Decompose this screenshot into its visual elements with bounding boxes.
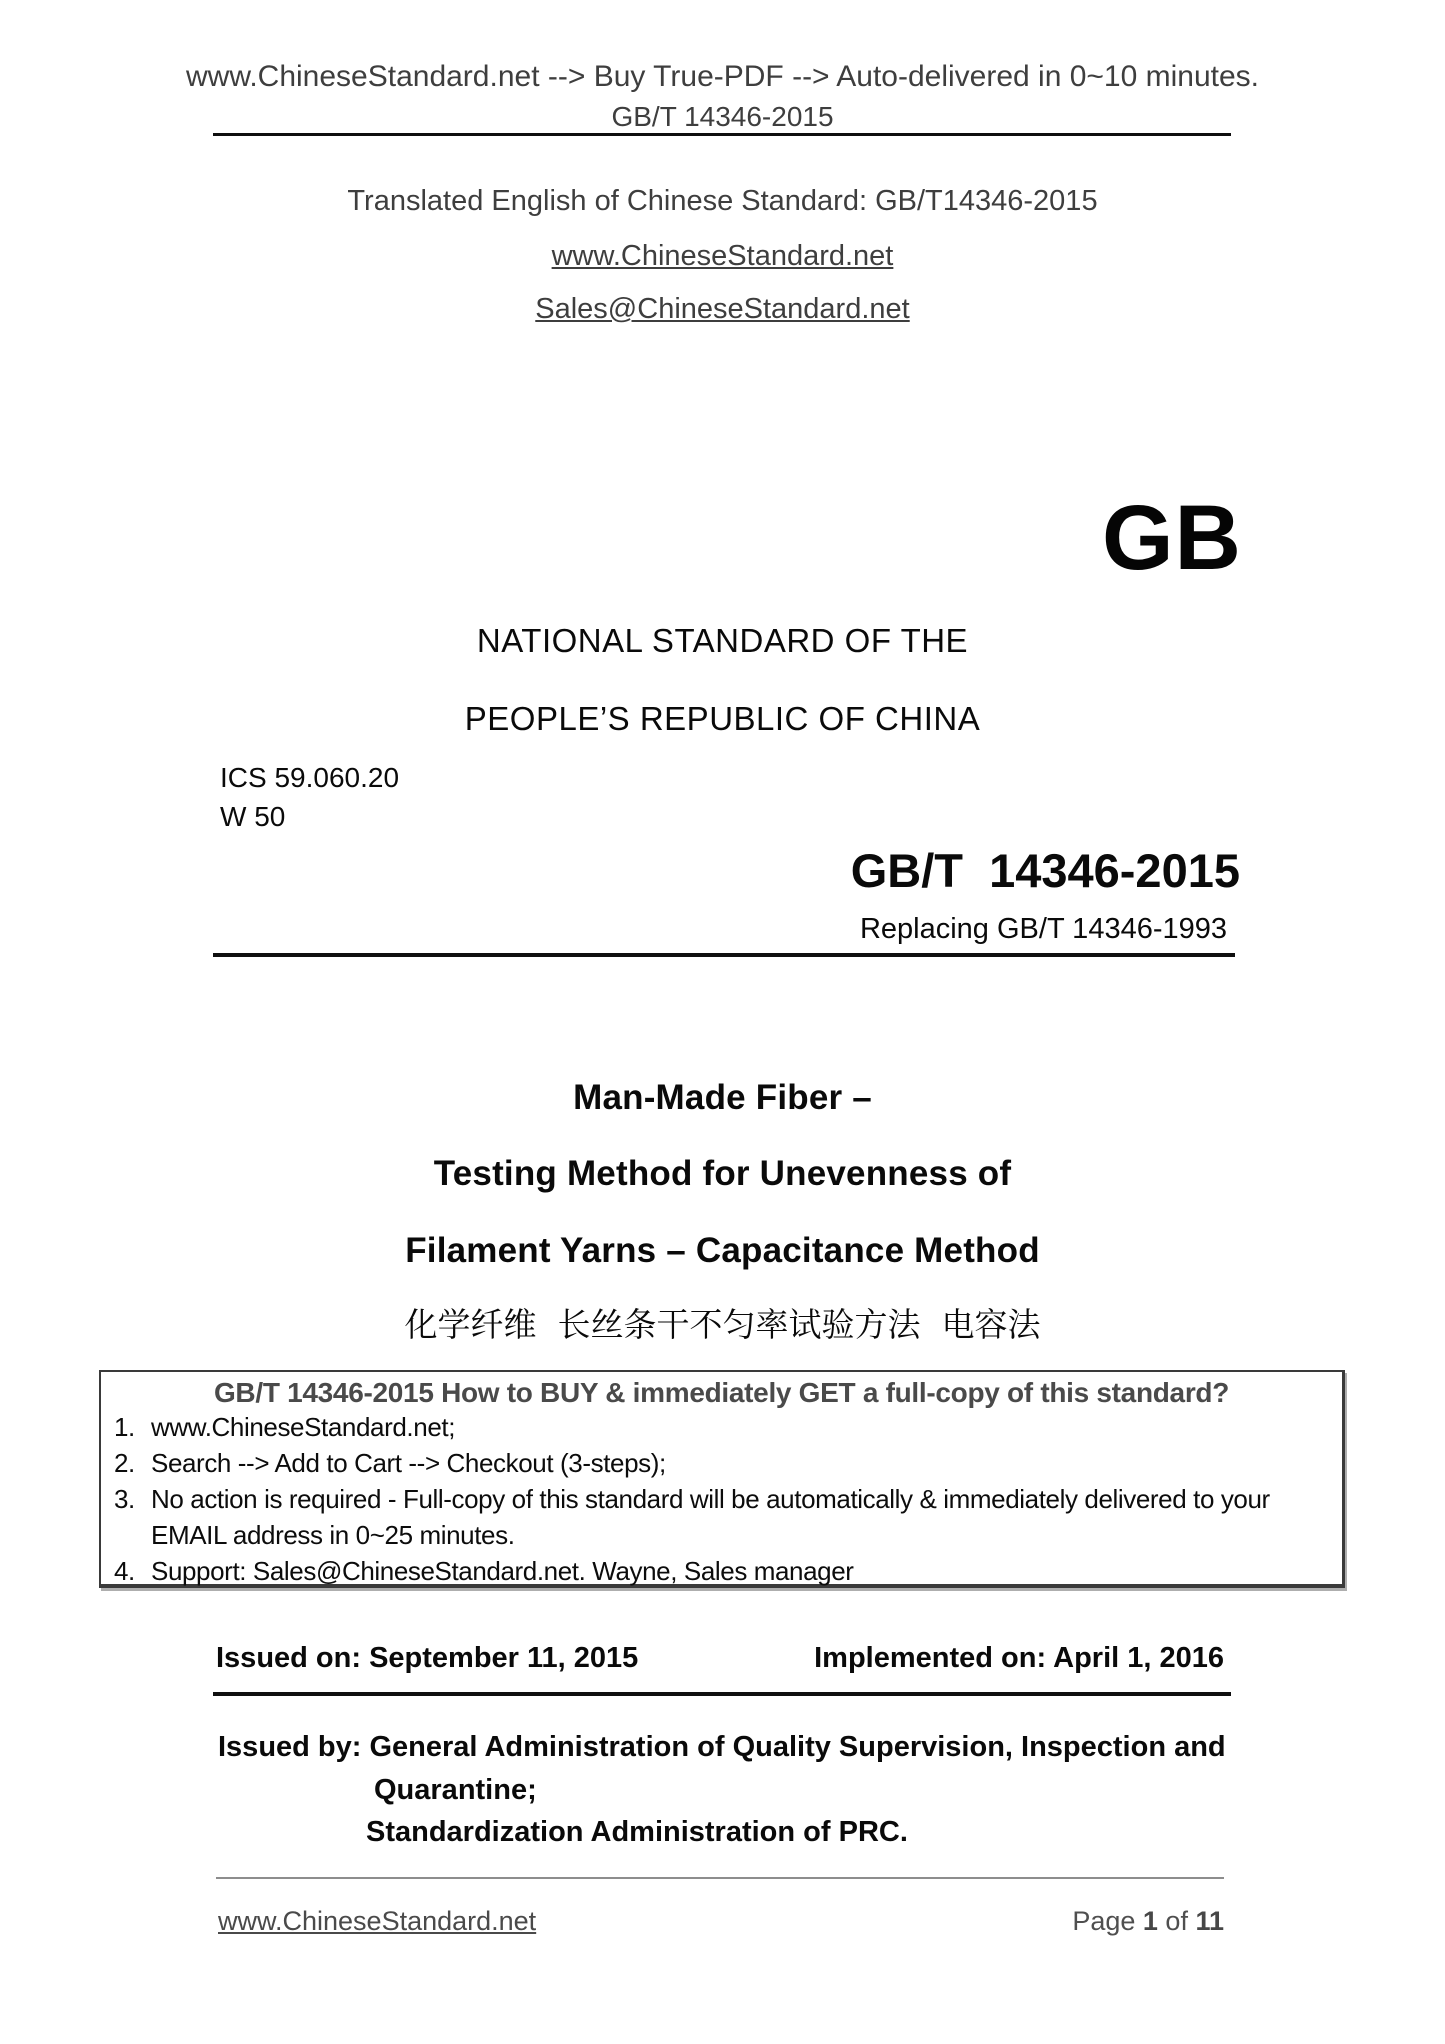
buy-step-4 [101, 1553, 1342, 1589]
footer-rule [216, 1877, 1224, 1879]
buy-step-number: 4. [114, 1556, 135, 1586]
buy-step-text: Search --> Add to Cart --> Checkout (3-steps); [151, 1448, 666, 1478]
header-rule [213, 133, 1231, 136]
gb-logo: GB [1102, 487, 1242, 589]
buy-step-text: www.ChineseStandard.net; [151, 1412, 456, 1442]
buy-info-box [99, 1370, 1345, 1588]
issuer-line2: Quarantine; [374, 1774, 537, 1806]
buy-step-3 [101, 1481, 1342, 1553]
page-indicator [1072, 1906, 1224, 1937]
footer-website-link[interactable]: www.ChineseStandard.net [218, 1906, 537, 1936]
page-number: 1 [1142, 1906, 1158, 1936]
issuer-line3: Standardization Administration of PRC. [366, 1816, 908, 1848]
of-word: of [1157, 1906, 1196, 1936]
dates-rule [213, 1692, 1231, 1696]
buy-step-text: Support: Sales@ChineseStandard.net. Wayne, Sales manager [151, 1556, 854, 1586]
title-en-line3: Filament Yarns – Capacitance Method [405, 1231, 1040, 1270]
translated-note: Translated English of Chinese Standard: GB/T14346-2015 [347, 185, 1098, 217]
buy-step-1 [101, 1409, 1342, 1445]
replacing-note: Replacing GB/T 14346-1993 [859, 913, 1227, 945]
issuer-line1: Issued by: General Administration of Quality Supervision, Inspection and [218, 1731, 1226, 1763]
header-banner: www.ChineseStandard.net --> Buy True-PDF --> Auto-delivered in 0~10 minutes. [185, 60, 1260, 93]
buy-box-heading: GB/T 14346-2015 How to BUY & immediately GET a full-copy of this standard? [213, 1377, 1230, 1408]
title-zh: 化学纤维 长丝条干不匀率试验方法 电容法 [404, 1305, 1041, 1344]
standard-number: GB/T 14346-2015 [850, 844, 1240, 897]
classification-code: W 50 [220, 801, 286, 832]
page-word: Page [1072, 1906, 1143, 1936]
title-en-line1: Man-Made Fiber – [573, 1078, 872, 1117]
page-total: 11 [1195, 1906, 1224, 1936]
buy-step-number: 1. [114, 1412, 135, 1442]
issued-date: Issued on: September 11, 2015 [216, 1642, 639, 1674]
ics-code: ICS 59.060.20 [220, 762, 400, 793]
header-doc-code: GB/T 14346-2015 [611, 101, 834, 132]
implemented-date: Implemented on: April 1, 2016 [814, 1642, 1224, 1674]
email-link[interactable]: Sales@ChineseStandard.net [535, 293, 910, 325]
buy-step-text: No action is required - Full-copy of this standard will be automatically & immediately delivered to your EMAIL address in 0~25 minutes. [151, 1484, 1270, 1550]
buy-step-number: 3. [114, 1484, 135, 1514]
national-standard-line1: NATIONAL STANDARD OF THE [476, 622, 969, 659]
buy-step-number: 2. [114, 1448, 135, 1478]
title-en-line2: Testing Method for Unevenness of [433, 1154, 1012, 1193]
national-standard-line2: PEOPLE’S REPUBLIC OF CHINA [464, 700, 981, 737]
standard-rule [213, 953, 1235, 957]
website-link[interactable]: www.ChineseStandard.net [551, 240, 894, 272]
buy-step-2 [101, 1445, 1342, 1481]
dates-row [216, 1642, 1224, 1675]
